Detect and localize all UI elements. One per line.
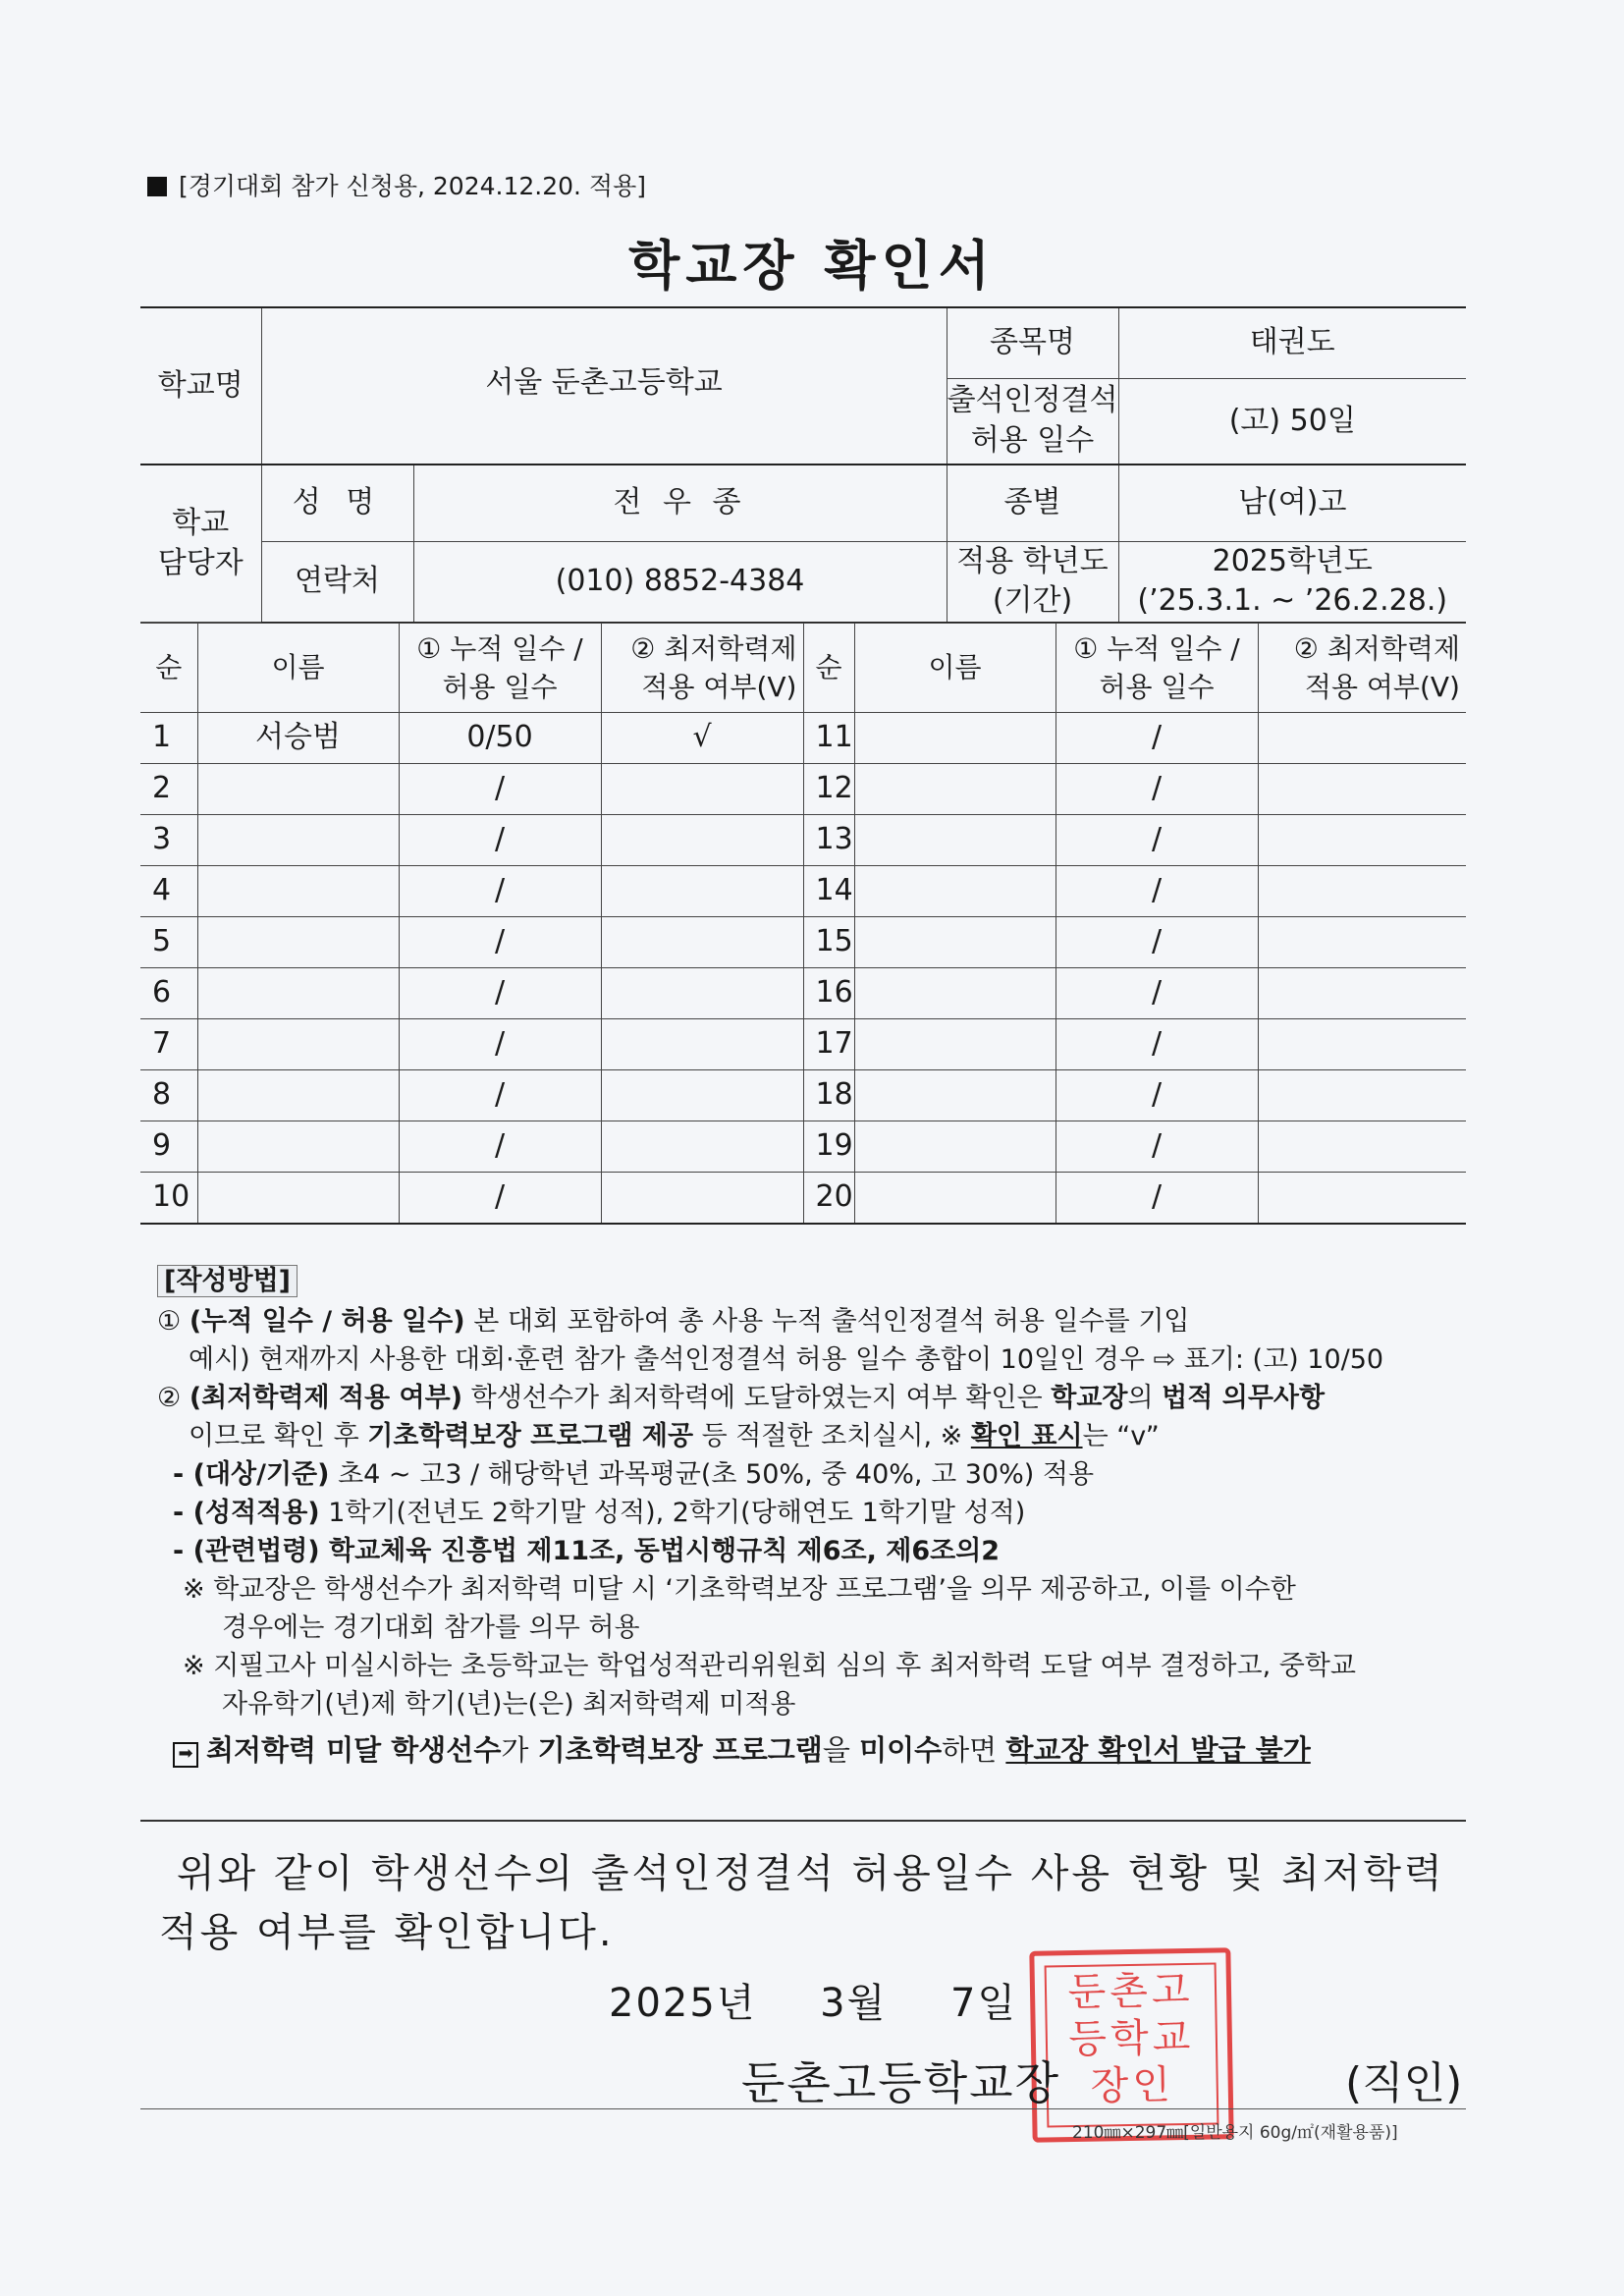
writing-method [157,1262,1473,1770]
name-label: 성 명 [261,465,413,541]
method-note2-cont: 자유학기(년)제 학기(년)는(은) 최저학력제 미적용 [222,1689,796,1720]
row-no-right: 17 [803,1019,854,1070]
header-days-line1: ① 누적 일수 / [416,631,583,665]
row-days-right: / [1056,1019,1258,1070]
row-no: 1 [140,713,197,764]
absence-label-line2: 허용 일수 [970,422,1095,458]
info-table [140,306,1466,624]
row-name-right [854,1173,1056,1225]
table-row [140,968,1466,1019]
method-item1-num: ① [157,1306,182,1337]
row-check-right [1258,1019,1466,1070]
row-name [197,968,399,1019]
paper-spec: 210㎜×297㎜[일반용지 60g/㎡(재활용품)] [1072,2123,1398,2143]
contact-value: (010) 8852-4384 [413,541,947,623]
row-no-right: 15 [803,917,854,968]
row-no-right: 11 [803,713,854,764]
row-days: / [399,1121,601,1173]
row-check [601,917,803,968]
header-days-right [1056,624,1258,713]
warning-b: 가 [501,1733,538,1767]
header-check-right-line1: ② 최저학력제 [1293,631,1460,665]
row-days-right: / [1056,1070,1258,1121]
row-check: √ [601,713,803,764]
method-item2-cont-d: 는 “v” [1082,1421,1160,1451]
type-label: 종별 [947,465,1118,541]
row-name-right [854,713,1056,764]
row-no-right: 19 [803,1121,854,1173]
type-value: 남(여)고 [1118,465,1466,541]
date-day-unit: 일 [977,1981,1018,2026]
year-label-line1: 적용 학년도 [956,543,1109,578]
header-check-right-line2: 적용 여부(V) [1304,671,1460,703]
header-note [147,167,646,202]
header-check-line1: ② 최저학력제 [630,631,797,665]
row-no-right: 18 [803,1070,854,1121]
row-days-right: / [1056,713,1258,764]
manager-label-line1: 학교 [172,506,230,540]
row-check [601,1070,803,1121]
warning-g: 학교장 확인서 발급 불가 [1005,1733,1311,1767]
row-name [197,917,399,968]
method-target-bold: - (대상/기준) [173,1459,330,1490]
row-check-right [1258,1070,1466,1121]
table-row [140,764,1466,815]
row-check [601,764,803,815]
method-note1-cont: 경우에는 경기대회 참가를 의무 허용 [222,1613,640,1643]
row-days-right: / [1056,917,1258,968]
method-item2-bold-b: 학교장 [1051,1383,1128,1413]
row-check-right [1258,917,1466,968]
conclusion-line1: 위와 같이 학생선수의 출석인정결석 허용일수 사용 현황 및 최저학력 [177,1851,1445,1896]
method-item2-text-a: 학생선수가 최저학력에 도달하였는지 여부 확인은 [462,1383,1052,1413]
date-day: 7 [949,1981,978,2026]
method-item2-num: ② [157,1383,182,1413]
manager-label-line2: 담당자 [157,545,244,580]
warning-a: 최저학력 미달 학생선수 [206,1733,502,1767]
row-days: / [399,815,601,866]
row-name-right [854,764,1056,815]
issue-date [609,1972,1017,2028]
row-name [197,866,399,917]
row-no-right: 14 [803,866,854,917]
row-days: / [399,917,601,968]
row-days: / [399,1070,601,1121]
date-year-unit: 년 [716,1981,757,2026]
row-no: 2 [140,764,197,815]
manager-label [140,465,261,623]
row-days-right: / [1056,968,1258,1019]
school-value: 서울 둔촌고등학교 [261,307,947,465]
method-grade-text: 1학기(전년도 2학기말 성적), 2학기(당해연도 1학기말 성적) [319,1498,1026,1528]
year-label-line2: (기간) [992,583,1073,618]
row-days: / [399,1173,601,1225]
row-days: / [399,1019,601,1070]
row-no: 8 [140,1070,197,1121]
row-check [601,1121,803,1173]
header-check-line2: 적용 여부(V) [641,671,797,703]
square-bullet-icon [147,177,167,196]
row-name-right [854,1019,1056,1070]
row-no: 6 [140,968,197,1019]
school-label: 학교명 [140,307,261,465]
row-no: 3 [140,815,197,866]
row-name-right [854,866,1056,917]
row-check [601,968,803,1019]
header-no-right: 순 [803,624,854,713]
row-check [601,815,803,866]
method-grade-bold: - (성적적용) [173,1498,320,1528]
row-name [197,1173,399,1225]
absence-label [947,378,1118,465]
row-days-right: / [1056,764,1258,815]
year-value [1118,541,1466,623]
row-no-right: 13 [803,815,854,866]
row-days-right: / [1056,815,1258,866]
table-row [140,1121,1466,1173]
method-item2-text-c: 의 [1127,1383,1163,1413]
row-name [197,1121,399,1173]
method-item2-cont-a: 이므로 확인 후 [189,1421,368,1451]
table-row [140,713,1466,764]
table-header-row [140,624,1466,713]
arrow-box-icon: ➡ [173,1742,198,1768]
date-month-unit: 월 [846,1981,888,2026]
row-days: / [399,866,601,917]
event-label: 종목명 [947,307,1118,378]
table-row [140,815,1466,866]
row-days: / [399,764,601,815]
header-days [399,624,601,713]
method-item1-bold: (누적 일수 / 허용 일수) [189,1306,465,1337]
row-name [197,1019,399,1070]
warning-e: 미이수 [859,1733,943,1767]
row-check-right [1258,815,1466,866]
name-value: 전 우 종 [413,465,947,541]
method-item2-underline: 확인 표시 [970,1421,1083,1451]
seal-label: (직인) [1345,2058,1463,2108]
row-name-right [854,917,1056,968]
method-example: 예시) 현재까지 사용한 대회·훈련 참가 출석인정결석 허용 일수 총합이 10일인 경우 ⇨ 표기: (고) 10/50 [189,1344,1384,1375]
row-check [601,1019,803,1070]
method-item2-cont-c: 등 적절한 조치실시, ※ [693,1421,971,1451]
warning-f: 하면 [942,1733,1006,1767]
header-days-right-line2: 허용 일수 [1099,671,1215,703]
header-check [601,624,803,713]
row-check-right [1258,866,1466,917]
row-check [601,1173,803,1225]
header-name-right: 이름 [854,624,1056,713]
student-table [140,623,1466,1225]
table-row [140,1019,1466,1070]
row-check-right [1258,1173,1466,1225]
row-name [197,1070,399,1121]
table-row [140,917,1466,968]
row-no-right: 12 [803,764,854,815]
row-check-right [1258,764,1466,815]
row-no-right: 16 [803,968,854,1019]
contact-label: 연락처 [261,541,413,623]
method-item2-cont-b: 기초학력보장 프로그램 제공 [367,1421,694,1451]
row-days-right: / [1056,1173,1258,1225]
row-no: 5 [140,917,197,968]
row-check-right [1258,1121,1466,1173]
row-no-right: 20 [803,1173,854,1225]
official-seal [1029,1947,1233,2143]
seal-text: 둔촌고등학교장인 [1067,1967,1195,2109]
method-target-text: 초4 ~ 고3 / 해당학년 과목평균(초 50%, 중 40%, 고 30%) 적용 [329,1459,1095,1490]
row-check-right [1258,713,1466,764]
table-row [140,1173,1466,1225]
conclusion-line2: 적용 여부를 확인합니다. [159,1910,615,1955]
method-item2-bold: (최저학력제 적용 여부) [189,1383,463,1413]
header-check-right [1258,624,1466,713]
row-days: / [399,968,601,1019]
date-year: 2025 [609,1981,717,2026]
row-name [197,815,399,866]
footer-divider [140,2108,1466,2109]
header-no: 순 [140,624,197,713]
method-item2-bold-d: 법적 의무사항 [1162,1383,1326,1413]
header-days-right-line1: ① 누적 일수 / [1073,631,1240,665]
document-title: 학교장 확인서 [628,235,996,297]
table-row [140,866,1466,917]
row-no: 9 [140,1121,197,1173]
year-value-line2: (’25.3.1. ~ ’26.2.28.) [1137,583,1448,618]
method-note2: ※ 지필고사 미실시하는 초등학교는 학업성적관리위원회 심의 후 최저학력 도달 여부 결정하고, 중학교 [183,1651,1356,1681]
row-name-right [854,1070,1056,1121]
row-days: 0/50 [399,713,601,764]
row-days-right: / [1056,1121,1258,1173]
header-days-line2: 허용 일수 [442,671,558,703]
row-name-right [854,968,1056,1019]
date-month: 3 [820,1981,847,2026]
method-law: - (관련법령) 학교체육 진흥법 제11조, 동법시행규칙 제6조, 제6조의2 [173,1536,1001,1566]
warning-d: 을 [822,1733,860,1767]
row-check [601,866,803,917]
section-divider [140,1820,1466,1822]
event-value: 태권도 [1118,307,1466,378]
year-label [947,541,1118,623]
row-name-right [854,815,1056,866]
method-note1: ※ 학교장은 학생선수가 최저학력 미달 시 ‘기초학력보장 프로그램’을 의무 제공하고, 이를 이수한 [183,1574,1296,1605]
method-heading: [작성방법] [157,1265,298,1297]
table-row [140,1070,1466,1121]
absence-value: (고) 50일 [1118,378,1466,465]
row-name: 서승범 [197,713,399,764]
row-name [197,764,399,815]
row-no: 7 [140,1019,197,1070]
header-name: 이름 [197,624,399,713]
method-item1-text: 본 대회 포함하여 총 사용 누적 출석인정결석 허용 일수를 기입 [464,1306,1190,1337]
absence-label-line1: 출석인정결석 [947,383,1118,418]
row-days-right: / [1056,866,1258,917]
row-check-right [1258,968,1466,1019]
header-note-text: [경기대회 참가 신청용, 2024.12.20. 적용] [179,172,646,200]
year-value-line1: 2025학년도 [1212,543,1373,578]
row-name-right [854,1121,1056,1173]
row-no: 10 [140,1173,197,1225]
principal-name: 둔촌고등학교장 [741,2056,1061,2109]
row-no: 4 [140,866,197,917]
warning-c: 기초학력보장 프로그램 [537,1733,823,1767]
conclusion [159,1844,1453,1962]
